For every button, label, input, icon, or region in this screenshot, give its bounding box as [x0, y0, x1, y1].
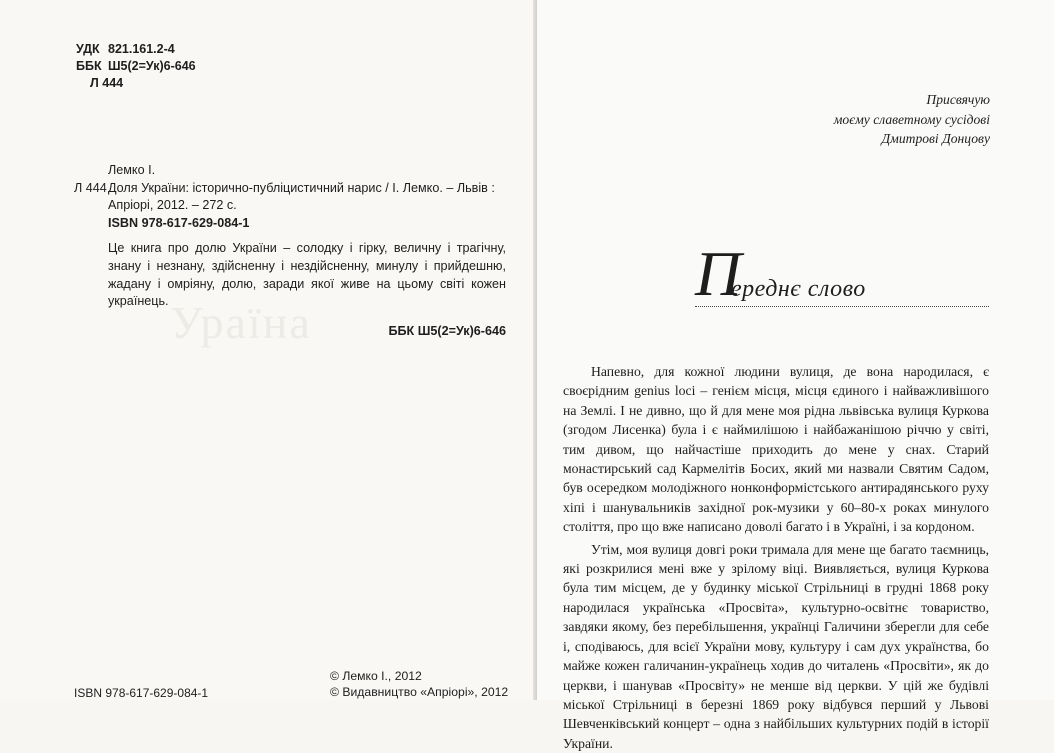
catalog-card	[74, 162, 506, 340]
bbk-label: ББК	[76, 59, 102, 73]
heading-text: ереднє слово	[731, 276, 866, 302]
dedication-line-1: Присвячую	[926, 92, 990, 107]
card-bibliography	[108, 180, 495, 233]
card-entry	[74, 180, 506, 233]
shelf-mark-row	[76, 75, 196, 92]
card-isbn: ISBN 978-617-629-084-1	[108, 215, 250, 230]
heading-dotted-rule	[695, 306, 989, 307]
card-shelf-mark: Л 444	[74, 180, 107, 195]
bbk-row	[76, 58, 196, 75]
bbk-value: Ш5(2=Ук)6-646	[108, 59, 196, 73]
card-description: Це книга про долю України – солодку і гірку, величну і трагічну, знану і незнану, здійсненну і нездійсненну, минулу і прийдешню, жадану і омріяну, долю, заради якої живе на цьому світі кожен українець.	[108, 241, 506, 309]
udk-row	[76, 41, 196, 58]
paragraph: Утім, моя вулиця довгі роки тримала для мене ще багато таємниць, які розкрилися мені вже у зрілому віці. Виявляється, вулиця Куркова була тим місцем, де у будинку міської Стрільниці в грудні 1868 року народилася українська «Просвіта», культурно-освітнє товариство, завдяки якому, без перебільшення, українці Галичини зберегли для себе і, сподіваюсь, для всієї України мову, культуру і сам дух українства, бо майже кожен галичанин-українець ходив до читалень «Просвіти», як до церкви, і шанував «Просвіту» не менше від церкви. У цій же будівлі міської Стрільниці в березні 1869 року відбувся перший у Львові Шевченківський концерт – одна з найбільших культурних подій в історії України.	[563, 541, 989, 751]
udk-label: УДК	[76, 42, 100, 56]
copyright-block	[330, 668, 508, 700]
card-bib-line-2: Апріорі, 2012. – 272 с.	[108, 198, 237, 213]
shelf-mark: Л 444	[90, 76, 124, 90]
right-page	[537, 0, 1054, 751]
body-text	[563, 362, 989, 753]
left-page	[0, 0, 536, 700]
udk-value: 821.161.2-4	[108, 42, 175, 56]
show-through-text: Ураїна	[170, 297, 312, 348]
card-bib-line-1: Доля України: історично-публіцистичний нарис / І. Лемко. – Львів :	[108, 180, 495, 195]
card-author: Лемко І.	[108, 163, 156, 177]
dedication	[834, 90, 990, 149]
paragraph: Напевно, для кожної людини вулиця, де вона народилася, є своєрідним genius loci – генієм місця, місця єдиного і найважливішого на Землі. І не дивно, що й для мене моя рідна львівська вулиця Куркова (згодом Лисенка) була і є наймилішою і найбажанішою річчю у світі, тим дивом, що найчастіше приходить до мене у снах. Старий монастирський сад Кармелітів Босих, який ми назвали Святим Садом, був осередком молодіжного нонконформістського антирадянського руху хіпі і шанувальників західної рок-музики у 60–80-х роках минулого століття, про що вже написано доволі багато і в Україні, і за кордоном.	[563, 364, 989, 535]
copyright-publisher: © Видавництво «Апріорі», 2012	[330, 685, 509, 699]
dedication-line-2: моєму славетному сусідові	[833, 111, 990, 127]
dedication-line-3: Дмитрові Донцову	[881, 131, 990, 146]
copyright-author: © Лемко І., 2012	[330, 669, 422, 683]
chapter-heading	[695, 238, 989, 309]
bottom-isbn: ISBN 978-617-629-084-1	[74, 686, 209, 700]
heading-initial: П	[695, 238, 742, 309]
card-bbk: ББК Ш5(2=Ук)6-646	[388, 323, 506, 338]
catalog-codes	[76, 41, 196, 92]
